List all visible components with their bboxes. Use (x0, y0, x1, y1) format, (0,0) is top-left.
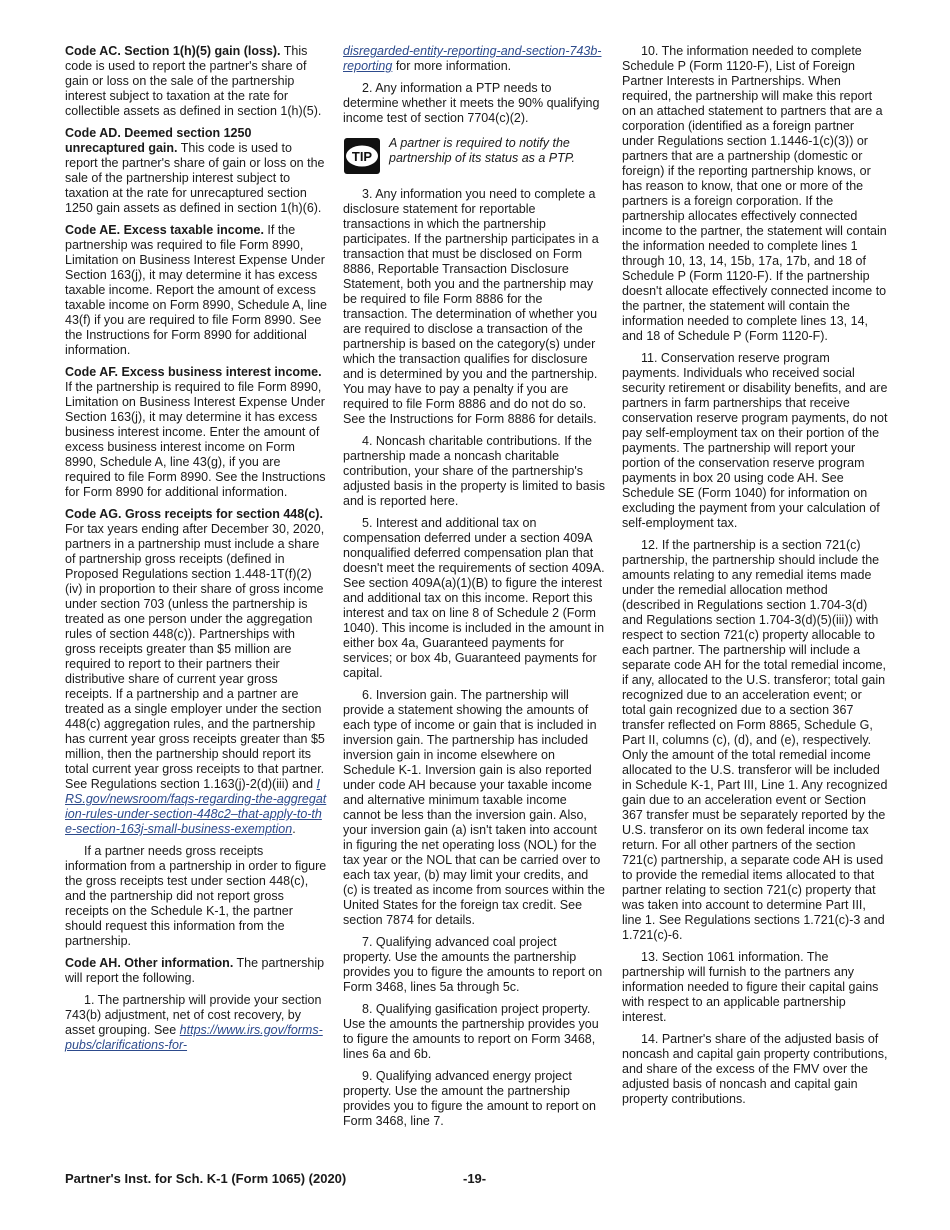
code-ag-heading: Code AG. Gross receipts for section 448(c). (65, 507, 323, 521)
link-after-text: for more information. (392, 59, 512, 73)
code-ah-item-10: 10. The information needed to complete Schedule P (Form 1120-F), List of Foreign Partner Interests in Partnerships. When required, the partnership will make this report on an attached statement to partners that are a corporation (identified as a foreign partner under Regulations section 1.1446-1(c)(3)) or partners that are a partnership (domestic or foreign) if the reporting partnership knows, or has reason to know, that one or more of the partners is a foreign corporation. If the partnership allocates effectively connected income to the partner, the statement will contain the information needed to complete lines 1 through 10, 13, 14, 15b, 17a, 17b, and 18 of Schedule P (Form 1120-F). If the partnership doesn't allocate effectively connected income to the partner, the statement will contain the information needed to complete lines 13, 14, and 18 of Schedule P (Form 1120-F). (622, 44, 887, 343)
tip-icon (343, 137, 381, 175)
code-ac-text: This code is used to report the partner's share of gain or loss on the sale of the partnership interest subject to taxation at the rate for collectible assets as defined in section 1(h)(5). (65, 44, 322, 118)
code-ah-item-7: 7. Qualifying advanced coal project property. Use the amounts the partnership provides you to figure the amounts to report on Form 3468, lines 5a through 5c. (343, 935, 603, 994)
code-ag-end: . (292, 822, 296, 836)
code-ae-paragraph (65, 223, 327, 358)
column-right (622, 44, 888, 1114)
column-middle (343, 44, 605, 1136)
tip-label: TIP (351, 149, 373, 164)
code-ag-paragraph (65, 507, 327, 837)
tip-text: A partner is required to notify the partnership of its status as a PTP. (389, 136, 575, 165)
code-ac-heading: Code AC. Section 1(h)(5) gain (loss). (65, 44, 281, 58)
irs-clarifications-link[interactable]: https://www.irs.gov/forms-pubs/clarifications-for- (65, 1023, 323, 1052)
tip-box (343, 136, 605, 175)
code-ah-item-6: 6. Inversion gain. The partnership will provide a statement showing the amounts of each type of income or gain that is included in inversion gain. The partnership has included inversion gain in income elsewhere on Schedule K-1. Inversion gain is also reported under code AH because your taxable income and alternative minimum taxable income cannot be less than the inversion gain. Also, your inversion gain (a) isn't taken into account in figuring the net operating loss (NOL) for the tax year or the NOL that can be carried over to each tax year, (b) may limit your credits, and (c) is treated as income from sources within the United States for the foreign tax credit. See section 7874 for details. (343, 688, 605, 927)
code-af-text: If the partnership is required to file Form 8990, Limitation on Business Interest Expense Under Section 163(j), it may determine it has excess business interest income. Enter the amount of excess business interest income on Form 8990, Schedule A, line 43(g), if you are required to file Form 8990. See the Instructions for Form 8990 for additional information. (65, 380, 326, 499)
code-ah-item-1-text: 1. The partnership will provide your section 743(b) adjustment, net of cost recovery, by asset grouping. See (65, 993, 322, 1037)
code-ah-item-5: 5. Interest and additional tax on compensation deferred under a section 409A nonqualified deferred compensation plan that doesn't meet the requirements of section 409A. See section 409A(a)(1)(B) to figure the interest and additional tax on this income. Report this interest and tax on line 8 of Schedule 2 (Form 1040). This income is included in the amount in either box 4a, Guaranteed payments for services; or box 4b, Guaranteed payments for capital. (343, 516, 605, 680)
code-ag-text: For tax years ending after December 30, 2020, partners in a partnership must include a share of partnership gross receipts (defined in Proposed Regulations section 1.448-1T(f)(2)(iv) in proportion to their share of gross income under section 703 (unless the partnership is treated as one person under the aggregation rules of section 448(c)). Partnerships with gross receipts greater than $5 million are required to report to their partners their distributive share of current year gross receipts. If a partnership and a partner are treated as a single employer under the section 448(c) aggregation rules, and the partnership has current year gross receipts greater than $5 million, then the partnership should report its total current year gross receipts to that partner. See Regulations section 1.163(j)-2(d)(iii) and (65, 522, 325, 791)
link-continuation-paragraph (343, 44, 605, 74)
code-ah-item-2: 2. Any information a PTP needs to determine whether it meets the 90% qualifying income test of section 7704(c)(2). (343, 81, 600, 125)
code-ah-item-1 (65, 993, 327, 1053)
code-ah-item-14: 14. Partner's share of the adjusted basis of noncash and capital gain property contributions, and share of the excess of the FMV over the adjusted basis of noncash and capital gain property contributions. (622, 1032, 888, 1106)
code-ah-item-3: 3. Any information you need to complete a disclosure statement for reportable transactions in which the partnership participates. If the partnership participates in a transaction that must be disclosed on Form 8886, Reportable Transaction Disclosure Statement, both you and the partnership may be required to file Form 8886 for the transaction. The determination of whether you are required to disclose a transaction of the partnership is based on the category(s) under which the transaction qualifies for disclosure and is determined by you and the partnership. You may have to pay a penalty if you are required to file Form 8886 and do not do so. See the Instructions for Form 8886 for details. (343, 187, 599, 426)
code-ah-item-12: 12. If the partnership is a section 721(c) partnership, the partnership should include the amounts relating to any remedial items made under the remedial allocation method (described in Regulations section 1.704-3(d) and Regulations section 1.704-3(d)(5)(iii)) with respect to section 721(c) property allocable to each partner. The partnership will include a separate code AH for the total remedial income, if any, allocated to the U.S. transferor; total gain recognized due to an acceleration event; or total gain recognized due to a section 367 transfer reflected on Form 8865, Schedule G, Part II, columns (c), (d), and (e), respectively. Only the amount of the total remedial income allocated to the U.S. transferor will be included in Schedule K-1, Part III, Line 1. Any recognized gain due to an acceleration event or Section 367 transfer must be separately reported by the U.S. transferor on its own federal income tax return. For all other partners of the section 721(c) partnership, a separate code AH is used to provide the remedial items allocated to that partner relating to section 721(c) property that was taken into account to determine Part III, line 1. See Regulations sections 1.721(c)-3 and 1.721(c)-6. (622, 538, 888, 942)
code-ah-item-8: 8. Qualifying gasification project property. Use the amounts the partnership provides you to figure the amounts to report on Form 3468, lines 6a and 6b. (343, 1002, 599, 1061)
code-ah-heading: Code AH. Other information. (65, 956, 234, 970)
code-ae-text: If the partnership was required to file Form 8990, Limitation on Business Interest Expense Under Section 163(j), it may determine it has excess taxable income. Report the amount of excess taxable income on Form 8990, Schedule A, line 43(f) if you are required to file Form 8990. See the Instructions for Form 8990 for additional information. (65, 223, 327, 357)
code-ac-paragraph (65, 44, 327, 119)
code-ah-item-9: 9. Qualifying advanced energy project property. Use the amount the partnership provides you to figure the amount to report on Form 3468, line 7. (343, 1069, 596, 1128)
code-ae-heading: Code AE. Excess taxable income. (65, 223, 264, 237)
code-ad-text: This code is used to report the partner's share of gain or loss on the sale of the partnership interest subject to taxation at the rate for unrecaptured section 1250 gain assets as defined in section 1(h)(6). (65, 141, 325, 215)
code-ah-item-4: 4. Noncash charitable contributions. If the partnership made a noncash charitable contribution, your share of the partnership's adjusted basis in the property is limited to basis and is reported here. (343, 434, 605, 508)
code-ah-paragraph (65, 956, 327, 986)
code-ad-heading: Code AD. Deemed section 1250 unrecaptured gain. (65, 126, 252, 155)
code-ah-item-11: 11. Conservation reserve program payments. Individuals who received social security retirement or disability benefits, and are partners in farm partnerships that receive conservation reserve program payments, do not pay self-employment tax on their portion of the payments. The partnership will report your portion of the conservation reserve program payments in box 20 using code AH. See Schedule SE (Form 1040) for information on excluding the payment from your calculation of self-employment tax. (622, 351, 888, 530)
irs-clarifications-link-continued[interactable]: disregarded-entity-reporting-and-section-743b-reporting (343, 44, 602, 73)
irs-aggregation-rules-link[interactable]: IRS.gov/newsroom/faqs-regarding-the-aggregation-rules-under-section-448c2–that-apply-to-the-section-163j-small-business-exemption (65, 777, 327, 836)
page-number: -19- (463, 1171, 487, 1186)
code-af-paragraph (65, 365, 327, 500)
code-ag-paragraph-2: If a partner needs gross receipts information from a partnership in order to figure the gross receipts test under section 448(c), and the partnership did not report gross receipts on the Schedule K-1, the partner should request this information from the partnership. (65, 844, 327, 948)
footer-title: Partner's Inst. for Sch. K-1 (Form 1065) (2020) (65, 1171, 347, 1186)
code-ad-paragraph (65, 126, 327, 216)
code-ah-item-13: 13. Section 1061 information. The partnership will furnish to the partners any information needed to figure their capital gains with respect to an applicable partnership interest. (622, 950, 879, 1024)
page-footer (65, 1171, 888, 1186)
code-af-heading: Code AF. Excess business interest income. (65, 365, 322, 379)
column-left (65, 44, 327, 1060)
code-ah-text: The partnership will report the following. (65, 956, 325, 985)
